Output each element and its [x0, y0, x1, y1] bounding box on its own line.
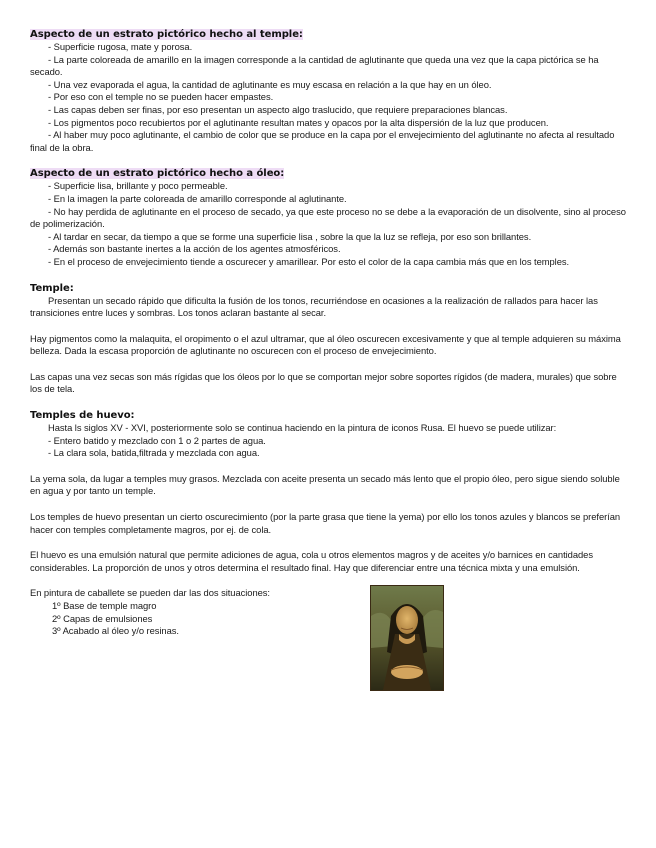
caballete-item: 1º Base de temple magro: [52, 600, 157, 611]
mona-lisa-painting: [370, 585, 444, 691]
temples-huevo-intro: Hasta ls siglos XV - XVI, posteriormente solo se continua haciendo en la pintura de iconos Rusa. El huevo se puede utilizar:: [48, 422, 557, 434]
temple-strato-line: - Una vez evaporada el agua, la cantidad de aglutinante es muy escasa en relación a la que hay en un óleo.: [48, 78, 492, 90]
section-title-temple: Temple:: [30, 282, 74, 294]
temple-paragraph: Presentan un secado rápido que dificulta la fusión de los tonos, recurriéndose en ocasiones a la realización de rallados para hacer las transiciones entre luces y sombras. Los tonos aclaran bastante al secar.: [30, 294, 598, 319]
temple-paragraph: Hay pigmentos como la malaquita, el oropimento o el azul ultramar, que al óleo oscurecen excesivamente y que al temple adquieren su máxima belleza. Dada la escasa proporción de aglutinante no oscurecen con el proceso de envejecimiento.: [30, 332, 621, 357]
caballete-intro: En pintura de caballete se pueden dar las dos situaciones:: [30, 587, 270, 599]
oleo-strato-line: - En el proceso de envejecimiento tiende a oscurecer y amarillear. Por esto el color de la capa cambia más que en los temples.: [48, 255, 570, 267]
temples-huevo-paragraph: Los temples de huevo presentan un cierto oscurecimiento (por la parte grasa que tiene la yema) por ello los tonos azules y blancos se preferían hacer con temples completamente magros, por ej. de cola.: [30, 511, 621, 535]
temple-strato-line: - Superficie rugosa, mate y porosa.: [48, 41, 193, 52]
temple-paragraph: Las capas una vez secas son más rígidas que los óleos por lo que se comportan mejor sobre soportes rígidos (de madera, murales) que sobre los de tela.: [30, 370, 617, 395]
temple-strato-line: - La parte coloreada de amarillo en la imagen corresponde a la cantidad de aglutinante que queda una vez que la capa pictórica se ha secado.: [30, 53, 599, 78]
temple-strato-line: - Los pigmentos poco recubiertos por el aglutinante resultan mates y opacos por la alta dispersión de la luz que producen.: [48, 116, 549, 128]
caballete-item: 2º Capas de emulsiones: [52, 612, 153, 624]
temple-strato-line: - Las capas deben ser finas, por eso presentan un aspecto algo traslucido, que requiere preparaciones blancas.: [48, 103, 508, 115]
temple-strato-line: - Al haber muy poco aglutinante, el cambio de color que se produce en la capa por el envejecimiento del aglutinante no afecta al resultado final de la obra.: [30, 129, 615, 153]
section-title-oleo-strato: Aspecto de un estrato pictórico hecho a óleo:: [30, 168, 285, 180]
oleo-strato-line: - En la imagen la parte coloreada de amarillo corresponde al aglutinante.: [48, 192, 347, 204]
section-title-temple-strato: Aspecto de un estrato pictórico hecho al temple:: [30, 29, 303, 40]
caballete-block: [30, 587, 628, 637]
temple-strato-line: - Por eso con el temple no se pueden hacer empastes.: [48, 91, 274, 103]
document-page: [30, 28, 628, 638]
temples-huevo-item: - Entero batido y mezclado con 1 o 2 partes de agua.: [48, 434, 266, 446]
oleo-strato-line: - No hay perdida de aglutinante en el proceso de secado, ya que este proceso no se debe a la evaporación de un disolvente, sino al proceso de polimerización.: [30, 205, 626, 230]
caballete-item: 3º Acabado al óleo y/o resinas.: [52, 625, 179, 637]
oleo-strato-line: - Al tardar en secar, da tiempo a que se forme una superficie lisa , sobre la que la luz se refleja, por eso son brillantes.: [48, 230, 532, 242]
temples-huevo-item: - La clara sola, batida,filtrada y mezclada con agua.: [48, 447, 260, 459]
temples-huevo-paragraph: La yema sola, da lugar a temples muy grasos. Mezclada con aceite presenta un secado más lento que el propio óleo, pero sigue siendo soluble en agua y por tanto un temple.: [30, 472, 620, 497]
oleo-strato-line: - Además son bastante inertes a la acción de los agentes atmosféricos.: [48, 243, 341, 255]
section-title-temples-huevo: Temples de huevo:: [30, 410, 135, 422]
oleo-strato-line: - Superficie lisa, brillante y poco permeable.: [48, 180, 228, 192]
temples-huevo-paragraph: El huevo es una emulsión natural que permite adiciones de agua, cola u otros elementos magros y de aceites y/o barnices en cantidades considerables. La proporción de unos y otros determina el resultado final. Hay que diferenciar entre una técnica mixta y una emulsión.: [30, 549, 593, 573]
